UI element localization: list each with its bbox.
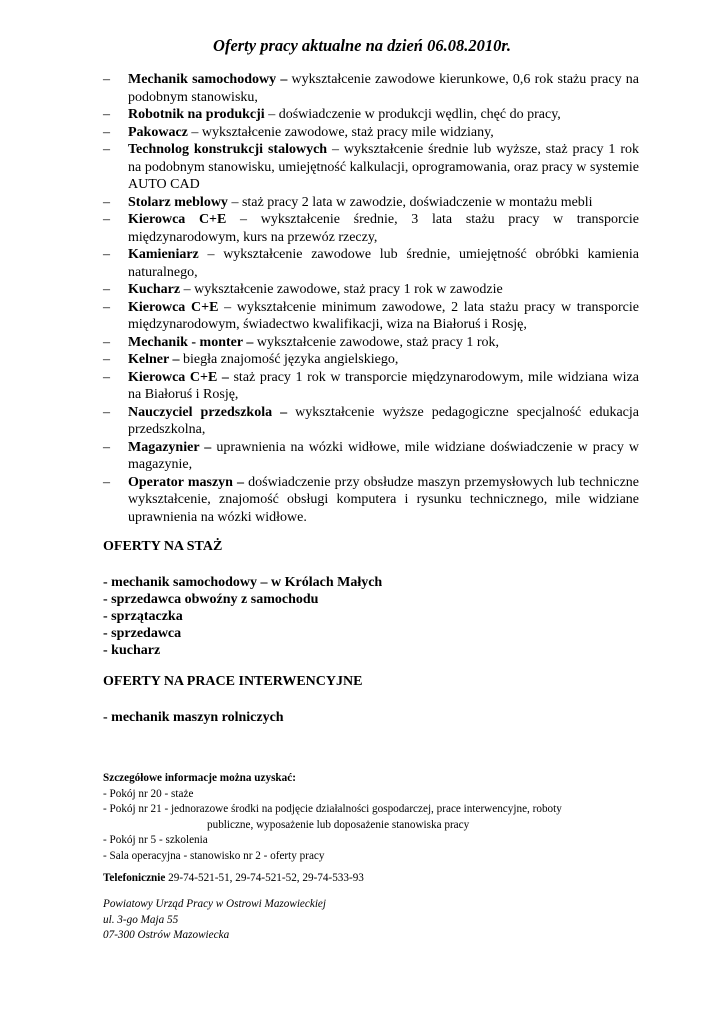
job-offer-item [103,211,639,246]
info-line-operations-room: - Sala operacyjna - stanowisko nr 2 - oferty pracy [103,849,325,862]
job-description: – wykształcenie zawodowe, staż pracy 1 rok w zawodzie [180,282,503,297]
job-offer-item [103,369,639,404]
dash-bullet-icon: – [103,247,110,262]
dash-bullet-icon: – [103,72,110,87]
job-offer-item [103,299,639,334]
job-offer-item [103,106,639,124]
phones-label: Telefonicznie [103,872,166,884]
info-line-room-20: - Pokój nr 20 - staże [103,787,194,800]
info-line-room-5: - Pokój nr 5 - szkolenia [103,834,208,847]
info-line-room-21-cont: publiczne, wyposażenie lub doposażenie stanowiska pracy [207,818,470,831]
job-description: – wykształcenie średnie, 3 lata stażu pracy w transporcie międzynarodowym, kurs na przewóz rzeczy, [128,212,639,245]
job-title: Magazynier – [128,439,212,455]
info-section [103,771,623,865]
job-offer-item [103,124,639,142]
job-description: doświadczenie przy obsłudze maszyn przemysłowych lub techniczne wykształcenie, znajomość obsługi komputera i rysunku technicznego, mile widziane uprawnienia na wózki widłowe. [128,474,639,525]
job-offer-item [103,194,639,212]
job-offer-item [103,334,639,352]
job-offer-item [103,404,639,439]
staz-offer-item: - sprzedawca obwoźny z samochodu [103,592,319,607]
interwencyjne-heading: OFERTY NA PRACE INTERWENCYJNE [103,674,363,689]
dash-bullet-icon: – [103,194,110,210]
job-title: Mechanik - monter – [128,334,254,350]
staz-offer-item: - sprzedawca [103,626,182,641]
job-offer-item [103,71,639,106]
dash-bullet-icon: – [103,299,110,315]
interwencyjne-offer-item: - mechanik maszyn rolniczych [103,710,284,725]
job-description: staż pracy 1 rok w transporcie międzynarodowym, mile widziana wiza na Białoruś i Rosję, [128,369,639,402]
job-title: Kucharz [128,282,181,297]
dash-bullet-icon: – [103,369,110,385]
job-title: Kierowca C+E [128,299,219,315]
job-description: – wykształcenie zawodowe, staż pracy mile widziany, [187,124,494,140]
address-city: 07-300 Ostrów Mazowiecka [103,929,230,942]
phone-numbers: 29-74-521-51, 29-74-521-52, 29-74-533-93 [165,872,364,884]
job-offer-item [103,281,639,299]
job-offer-item [103,141,639,194]
dash-bullet-icon: – [103,474,110,490]
dash-bullet-icon: – [103,404,110,420]
job-title: Nauczyciel przedszkola – [128,404,288,420]
job-title: Kierowca C+E [128,212,227,227]
job-title: Stolarz meblowy [128,194,228,210]
dash-bullet-icon: – [103,282,110,297]
job-title: Kelner – [128,352,180,367]
phones-line [103,872,364,884]
job-title: Kierowca C+E – [128,369,229,385]
staz-heading: OFERTY NA STAŻ [103,539,223,554]
job-description: – doświadczenie w produkcji wędlin, chęć do pracy, [264,107,561,122]
info-line-room-21: - Pokój nr 21 - jednorazowe środki na podjęcie działalności gospodarczej, prace interwencyjne, roboty [103,803,562,816]
job-title: Operator maszyn – [128,474,245,490]
job-offers-list [103,71,639,526]
job-title: Pakowacz [128,124,188,140]
job-description: wykształcenie wyższe pedagogiczne specjalność edukacja przedszkolna, [128,404,639,437]
staz-offers-list [103,574,382,659]
dash-bullet-icon: – [103,107,110,122]
dash-bullet-icon: – [103,212,110,227]
job-title: Robotnik na produkcji [128,107,265,122]
dash-bullet-icon: – [103,352,110,367]
job-description: – wykształcenie zawodowe lub średnie, umiejętność obróbki kamienia naturalnego, [128,247,639,280]
dash-bullet-icon: – [103,439,110,455]
job-description: – wykształcenie minimum zawodowe, 2 lata stażu pracy w transporcie międzynarodowym, świadectwo kwalifikacji, wiza na Białoruś i Rosję, [128,299,639,332]
job-description: – wykształcenie średnie lub wyższe, staż pracy 1 rok na podobnym stanowisku, umiejętność kalkulacji, oprogramowania, oraz pracy w systemie AUTO CAD [128,142,639,192]
job-offer-item [103,246,639,281]
staz-offer-item: - kucharz [103,643,161,658]
page-title: Oferty pracy aktualne na dzień 06.08.2010r. [213,36,511,55]
job-title: Technolog konstrukcji stalowych [128,142,328,157]
job-title: Kamieniarz [128,247,199,262]
dash-bullet-icon: – [103,124,110,140]
job-offer-item [103,439,639,474]
staz-offer-item: - sprzątaczka [103,609,183,624]
dash-bullet-icon: – [103,142,110,157]
address-street: ul. 3-go Maja 55 [103,913,179,926]
job-description: uprawnienia na wózki widłowe, mile widziane doświadczenie w pracy w magazynie, [128,439,640,472]
staz-offer-item: - mechanik samochodowy – w Królach Małych [103,575,383,590]
job-description: wykształcenie zawodowe kierunkowe, 0,6 rok stażu pracy na podobnym stanowisku, [128,72,639,105]
job-offer-item [103,474,639,527]
info-title: Szczegółowe informacje można uzyskać: [103,772,296,784]
job-description: wykształcenie zawodowe, staż pracy 1 rok, [253,334,500,350]
job-description: biegła znajomość języka angielskiego, [179,352,399,367]
job-title: Mechanik samochodowy – [128,72,288,87]
job-offer-item [103,351,639,369]
address-office-name: Powiatowy Urząd Pracy w Ostrowi Mazowieckiej [103,898,327,910]
job-description: – staż pracy 2 lata w zawodzie, doświadczenie w montażu mebli [227,194,593,210]
dash-bullet-icon: – [103,334,110,350]
office-address [103,897,326,944]
interwencyjne-offers-list [103,709,284,726]
